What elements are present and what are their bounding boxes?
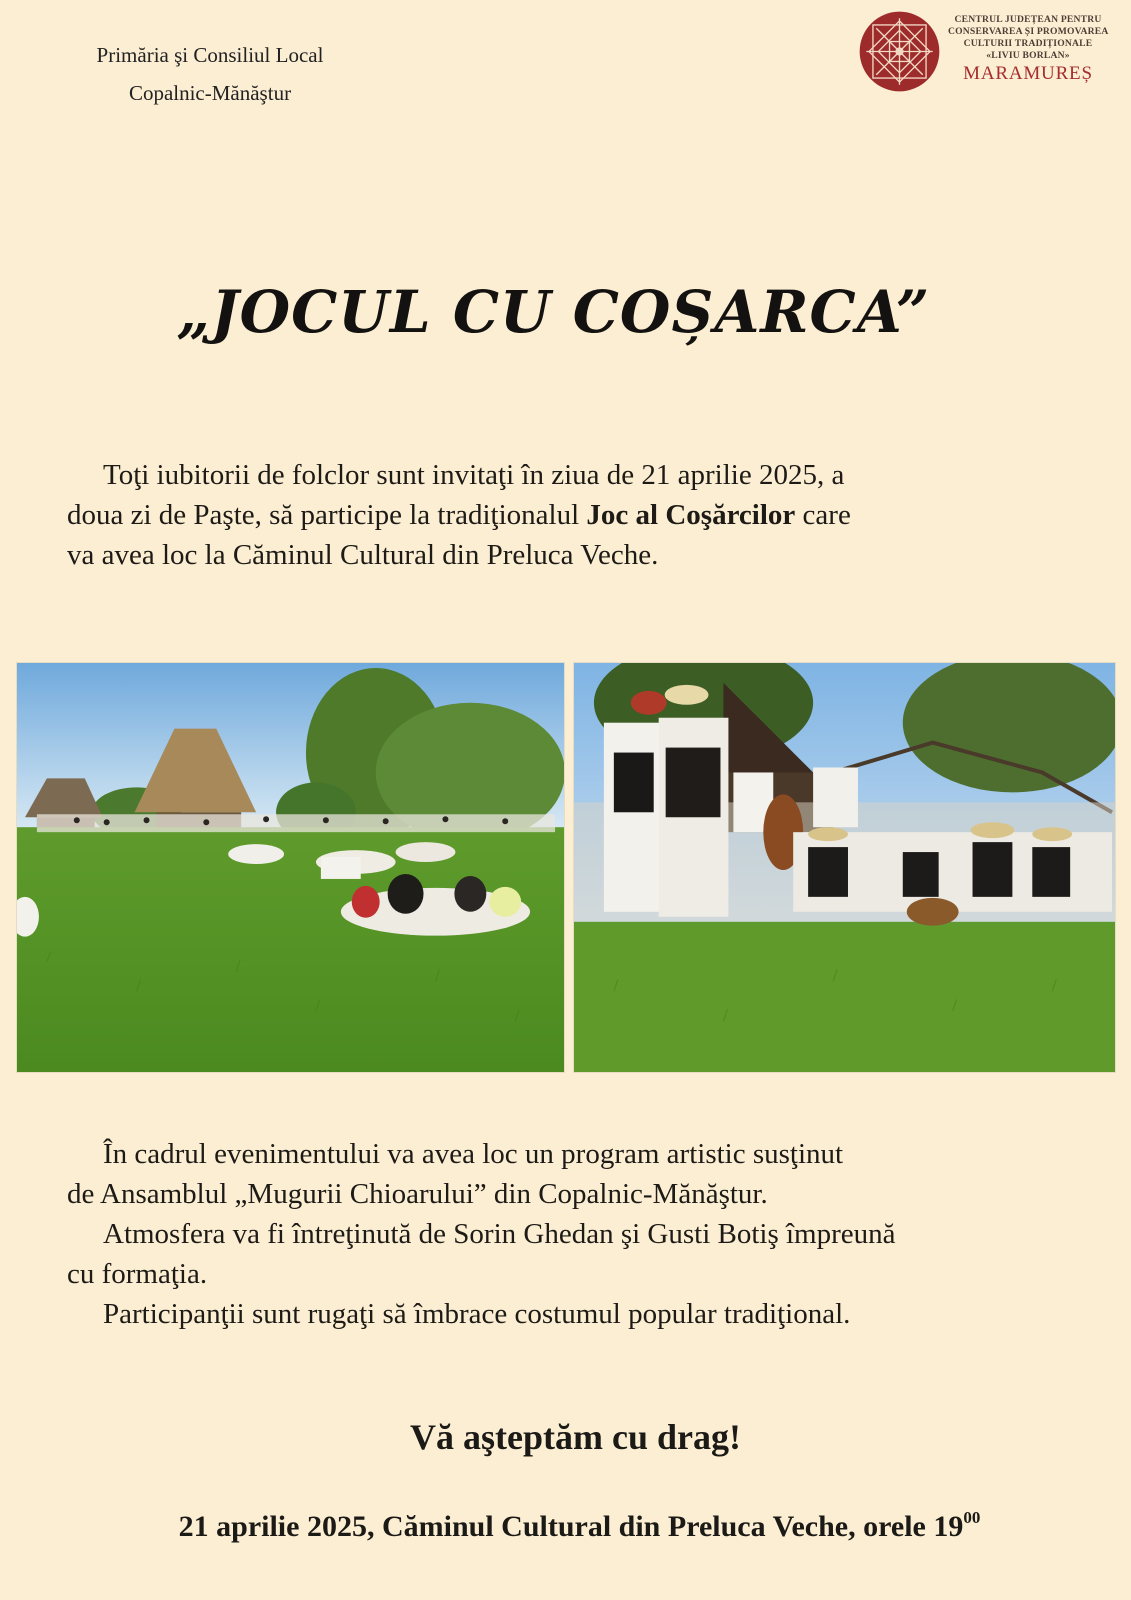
logo-text-line: CENTRUL JUDEȚEAN PENTRU (954, 14, 1102, 25)
program-paragraph (67, 1134, 1087, 1334)
people-on-meadow-photo (16, 662, 565, 1073)
intro-line-1: Toţi iubitorii de folclor sunt invitaţi în ziua de 21 aprilie 2025, a (103, 459, 845, 491)
event-date-location (0, 1510, 1131, 1544)
event-name-bold: Joc al Coşărcilor (586, 499, 796, 531)
organizer-block (60, 36, 360, 112)
logo-text-line: CULTURII TRADIȚIONALE (963, 38, 1093, 49)
program-line-1: În cadrul evenimentului va avea loc un program artistic susţinut (103, 1138, 844, 1170)
greeting: Vă aşteptăm cu drag! (410, 1417, 741, 1457)
organizer-line-2: Copalnic-Mănăştur (128, 81, 292, 105)
logo-text-line: CONSERVAREA ȘI PROMOVAREA (948, 26, 1109, 37)
time-superscript: 00 (963, 1508, 981, 1527)
program-line-2: de Ansamblul „Mugurii Chioarului” din Copalnic-Mănăştur. (67, 1178, 768, 1210)
program-line-3: Atmosfera va fi întreţinută de Sorin Ghedan şi Gusti Botiş împreună (103, 1218, 896, 1250)
logo-text (948, 14, 1108, 85)
folk-costume-musicians-photo (573, 662, 1116, 1073)
logo-brand: MARAMUREȘ (963, 63, 1093, 84)
program-line-5: Participanţii sunt rugaţi să îmbrace costumul popular tradiţional. (103, 1298, 851, 1330)
folk-pattern-seal-icon (858, 10, 941, 93)
logo-text-line: «LIVIU BORLAN» (986, 50, 1070, 61)
organizer-line-1: Primăria şi Consiliul Local (96, 43, 324, 67)
intro-line-2 (67, 495, 1087, 535)
intro-line-2-start: doua zi de Paşte, să participe la tradiţionalul (67, 499, 587, 531)
intro-line-2-end: care (795, 499, 851, 531)
intro-line-3: va avea loc la Căminul Cultural din Preluca Veche. (67, 539, 659, 571)
event-date-location-text: 21 aprilie 2025, Căminul Cultural din Preluca Veche, orele 19 (178, 1510, 964, 1543)
event-title: „JOCUL CU COȘARCA” (176, 278, 931, 346)
program-line-4: cu formaţia. (67, 1258, 208, 1290)
intro-paragraph (67, 455, 1087, 575)
